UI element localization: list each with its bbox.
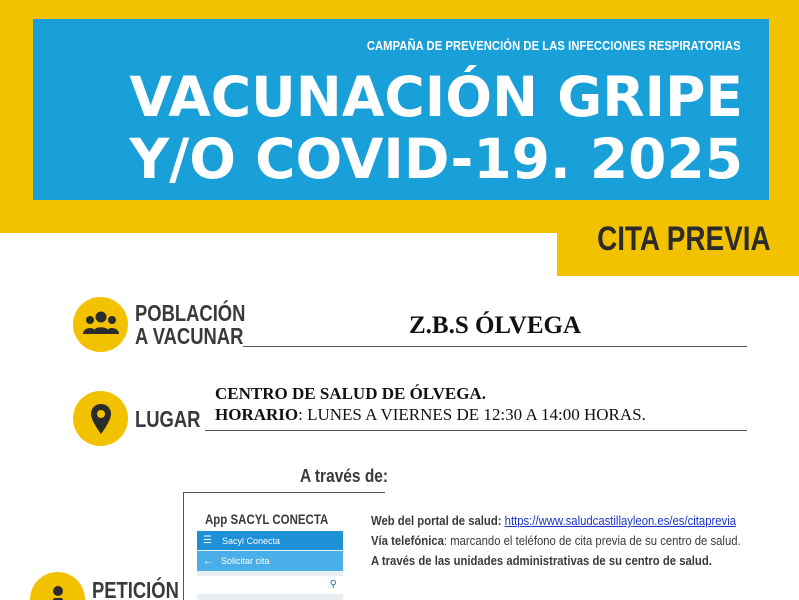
- title-line-2: Y/O COVID-19. 2025: [129, 127, 743, 191]
- contact-methods: [371, 511, 741, 571]
- through-vertical-rule: [183, 492, 184, 600]
- horario-value: : LUNES A VIERNES DE 12:30 A 14:00 HORAS.: [298, 405, 646, 424]
- app-screenshot: [197, 531, 343, 600]
- people-group-icon: [73, 297, 128, 352]
- web-link[interactable]: https://www.saludcastillayleon.es/es/citaprevia: [504, 513, 737, 528]
- app-item-label: Solicitar cita: [221, 556, 270, 566]
- lugar-horario: [215, 404, 646, 425]
- lugar-details: [215, 383, 646, 425]
- phone-text: : marcando el teléfono de cita previa de su centro de salud.: [443, 533, 741, 548]
- app-content-row: [197, 576, 343, 594]
- app-top-bar: [197, 531, 343, 550]
- campaign-subtitle: CAMPAÑA DE PREVENCIÓN DE LAS INFECCIONES RESPIRATORIAS: [367, 38, 741, 53]
- web-label: Web del portal de salud:: [371, 513, 502, 528]
- admin-line: A través de las unidades administrativas de su centro de salud.: [371, 553, 712, 568]
- through-label: A través de:: [300, 466, 389, 486]
- map-pin-icon: [73, 391, 128, 446]
- menu-icon: ☰: [203, 535, 212, 546]
- poblacion-label-2: A VACUNAR: [135, 323, 244, 349]
- lugar-label: LUGAR: [135, 406, 201, 432]
- cita-previa-label: CITA PREVIA: [597, 220, 771, 258]
- poblacion-rule: [243, 346, 747, 347]
- app-title: App SACYL CONECTA: [205, 511, 329, 527]
- user-search-icon: ⚲: [329, 579, 337, 590]
- peticion-label: PETICIÓN: [92, 577, 179, 600]
- cita-previa-banner: [557, 200, 799, 276]
- through-rule: [183, 492, 385, 493]
- app-bar-title: Sacyl Conecta: [221, 535, 280, 546]
- phone-line: [371, 531, 741, 551]
- phone-label: Vía telefónica: [371, 533, 444, 548]
- title-line-1: VACUNACIÓN GRIPE: [129, 65, 743, 129]
- poblacion-label-1: POBLACIÓN: [135, 300, 246, 326]
- poblacion-value: Z.B.S ÓLVEGA: [408, 312, 582, 339]
- lugar-place: CENTRO DE SALUD DE ÓLVEGA.: [215, 384, 486, 403]
- back-arrow-icon: ←: [203, 555, 213, 567]
- web-line: [371, 511, 741, 531]
- lugar-rule: [205, 430, 747, 431]
- person-info-icon: [30, 572, 85, 600]
- app-sub-bar: [197, 551, 343, 571]
- horario-label: HORARIO: [215, 405, 299, 424]
- title-panel: [33, 19, 769, 200]
